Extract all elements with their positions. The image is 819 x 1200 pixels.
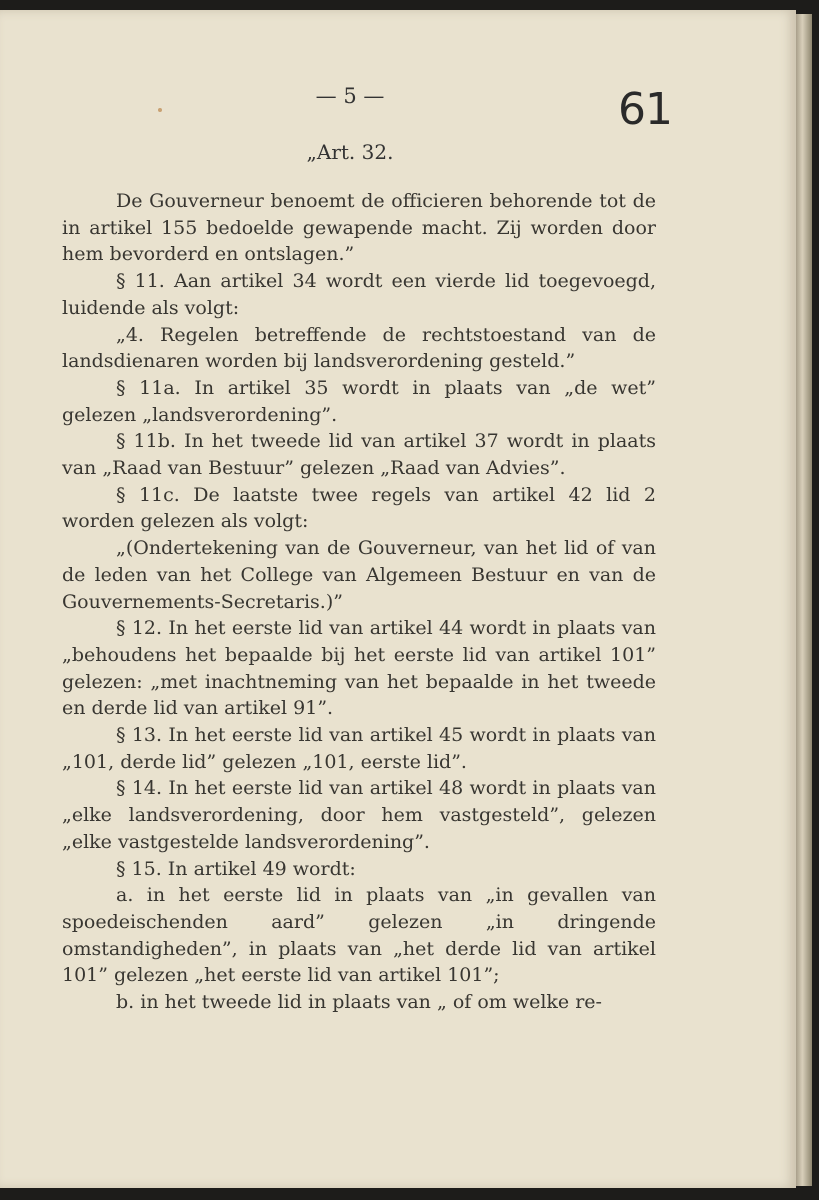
paragraph: b. in het tweede lid in plaats van „ of om welke re- (116, 991, 602, 1014)
paragraph: § 15. In artikel 49 wordt: (116, 857, 356, 880)
paragraph: a. in het eerste lid in plaats van „in gevallen van spoedeischenden aard” gelezen „in dringende omstandigheden”, in plaats van „het derde lid van artikel 101” gelezen „het eerste lid van artikel 101”; (62, 884, 656, 987)
paragraph: § 11. Aan artikel 34 wordt een vierde lid toegevoegd, luidende als volgt: (62, 270, 656, 319)
book-page (0, 10, 796, 1188)
paragraph: § 11c. De laatste twee regels van artikel 42 lid 2 worden gelezen als volgt: (62, 483, 656, 533)
page-edge (796, 14, 812, 1186)
paragraph: § 12. In het eerste lid van artikel 44 wordt in plaats van „behoudens het bepaalde bij het eerste lid van artikel 101” gelezen: „met inachtneming van het bepaalde in het tweede en derde lid van artikel 91”. (62, 617, 656, 720)
paragraph: § 11a. In artikel 35 wordt in plaats van „de wet” gelezen „landsverordening”. (62, 376, 656, 426)
paragraph: § 14. In het eerste lid van artikel 48 wordt in plaats van „elke landsverordening, door hem vastgesteld”, gelezen „elke vastgestelde landsverordening”. (62, 777, 656, 853)
handwritten-page-stamp: 61 (618, 84, 672, 135)
page-body (62, 188, 656, 1016)
paper-spot (158, 108, 162, 112)
paragraph: „4. Regelen betreffende de rechtstoestand van de landsdienaren worden bij landsverordening gesteld.” (62, 323, 656, 373)
page-number: — 5 — (315, 84, 385, 108)
paragraph: De Gouverneur benoemt de officieren behorende tot de in artikel 155 bedoelde gewapende macht. Zij worden door hem bevorderd en ontslagen.” (62, 190, 656, 266)
paragraph: „(Ondertekening van de Gouverneur, van het lid of van de leden van het College van Algemeen Bestuur en van de Gouvernements-Secretaris.)” (62, 537, 656, 613)
article-heading: „Art. 32. (306, 140, 394, 164)
paragraph: § 13. In het eerste lid van artikel 45 wordt in plaats van „101, derde lid” gelezen „101, eerste lid”. (62, 724, 656, 773)
paragraph: § 11b. In het tweede lid van artikel 37 wordt in plaats van „Raad van Bestuur” gelezen „Raad van Advies”. (62, 430, 656, 480)
